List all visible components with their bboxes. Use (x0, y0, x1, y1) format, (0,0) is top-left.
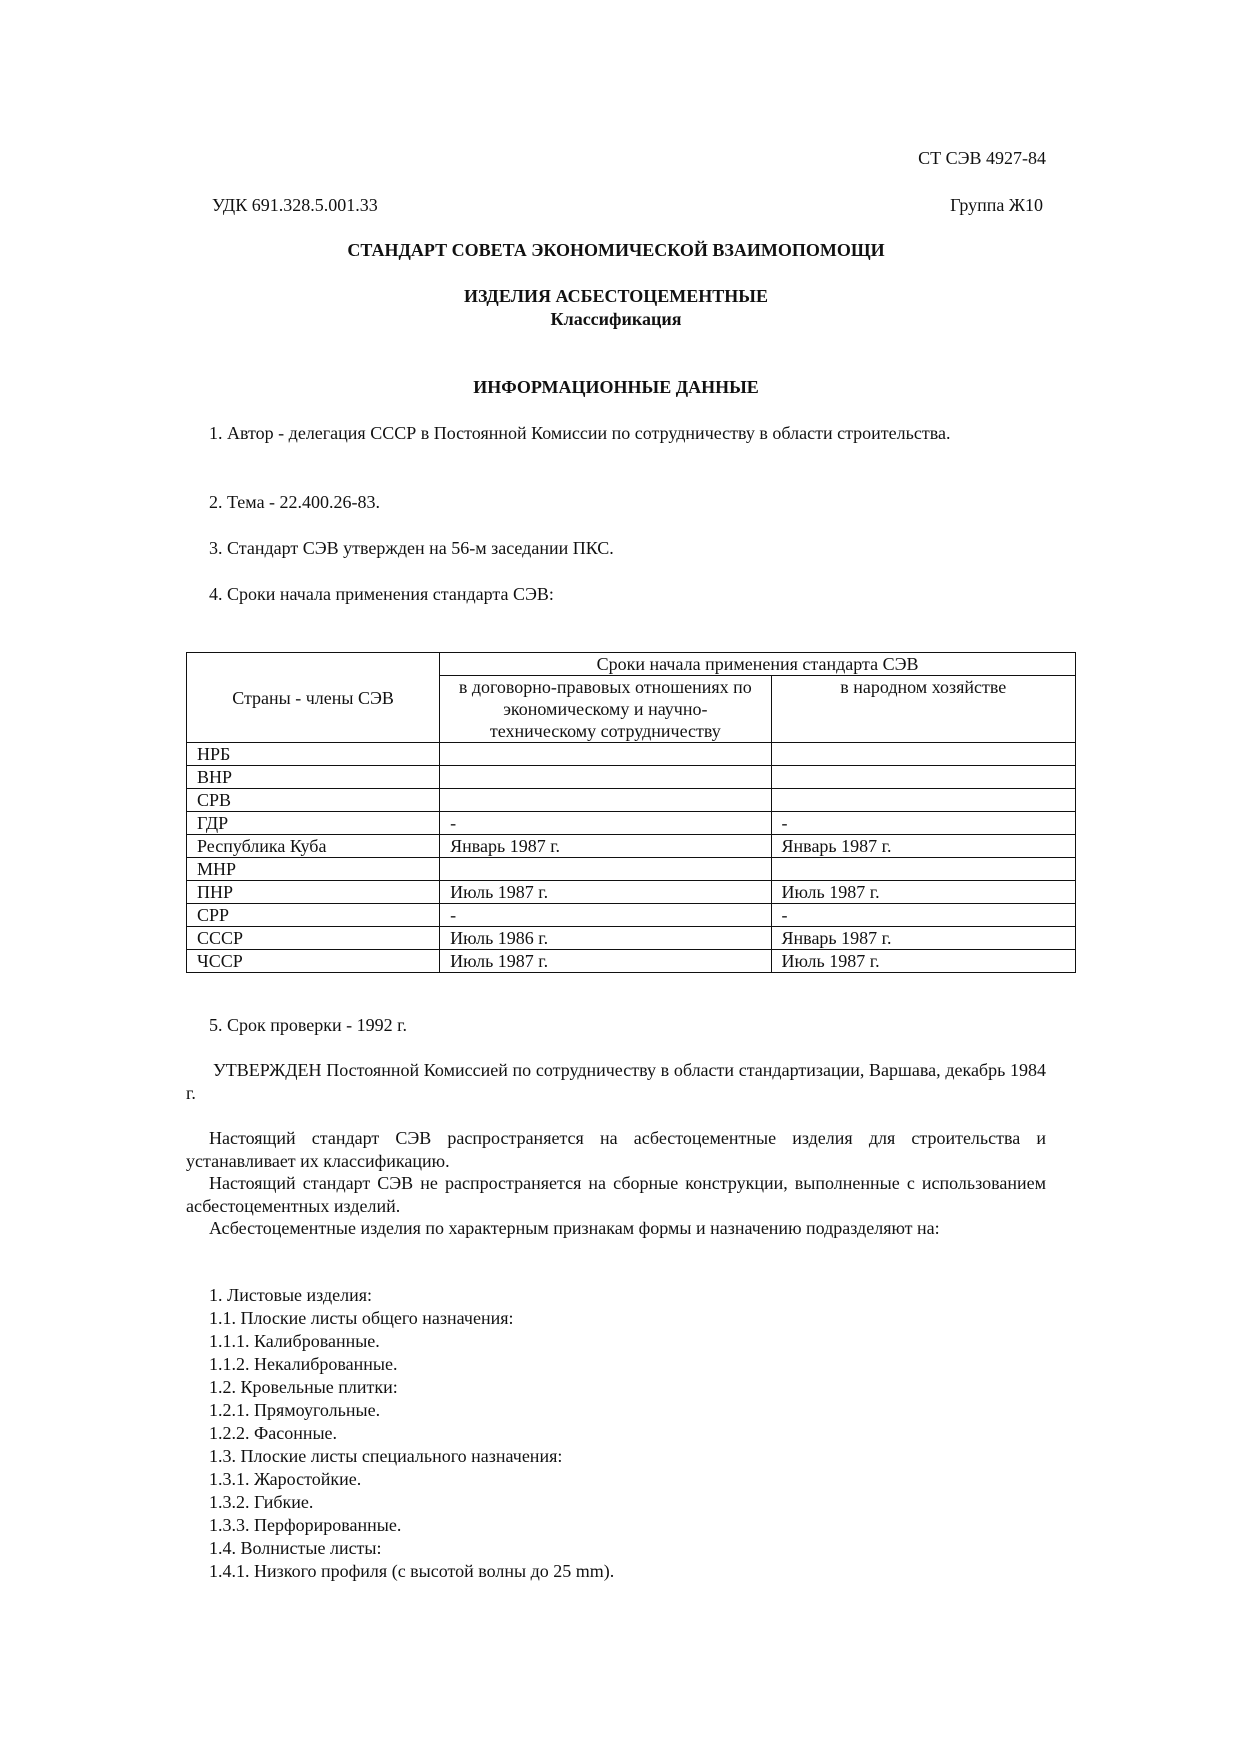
table-row (187, 858, 1076, 881)
info-item-topic: 2. Тема - 22.400.26-83. (209, 492, 381, 512)
approval-statement: УТВЕРЖДЕН Постоянной Комиссией по сотрудничеству в области стандартизации, Варшава, декабрь 1984 г. (186, 1060, 1046, 1103)
info-item-review: 5. Срок проверки - 1992 г. (209, 1015, 407, 1035)
cell-country: ГДР (187, 812, 440, 835)
udk-code: УДК 691.328.5.001.33 (212, 195, 378, 215)
header-countries: Страны - члены СЭВ (187, 653, 440, 743)
cell-economy (771, 743, 1075, 766)
exclusion-paragraph: Настоящий стандарт СЭВ не распространяется на сборные конструкции, выполненные с использованием асбестоцементных изделий. (186, 1173, 1046, 1216)
cell-contract (440, 766, 771, 789)
table-row (187, 881, 1076, 904)
table-row (187, 835, 1076, 858)
cell-economy: - (771, 812, 1075, 835)
list-item: 1.3.2. Гибкие. (209, 1492, 314, 1512)
cell-economy (771, 858, 1075, 881)
list-item: 1.1.2. Некалиброванные. (209, 1354, 398, 1374)
info-item-author: 1. Автор - делегация СССР в Постоянной Комиссии по сотрудничеству в области строительства. (209, 423, 951, 443)
group-code: Группа Ж10 (950, 195, 1043, 215)
cell-economy: Июль 1987 г. (771, 950, 1075, 973)
document-subtitle: Классификация (550, 309, 682, 329)
cell-economy: - (771, 904, 1075, 927)
cell-country: ЧССР (187, 950, 440, 973)
list-item: 1.1. Плоские листы общего назначения: (209, 1308, 514, 1328)
cell-contract: - (440, 904, 771, 927)
list-item: 1.2.1. Прямоугольные. (209, 1400, 381, 1420)
info-item-approval: 3. Стандарт СЭВ утвержден на 56-м заседании ПКС. (209, 538, 614, 558)
subdivision-paragraph: Асбестоцементные изделия по характерным признакам формы и назначению подразделяют на: (209, 1218, 940, 1238)
list-item: 1.3.3. Перфорированные. (209, 1515, 402, 1535)
cell-contract (440, 789, 771, 812)
cell-economy: Январь 1987 г. (771, 835, 1075, 858)
cell-country: СРВ (187, 789, 440, 812)
cell-economy (771, 789, 1075, 812)
cell-contract: Июль 1986 г. (440, 927, 771, 950)
cell-country: МНР (187, 858, 440, 881)
table-row (187, 904, 1076, 927)
council-title: СТАНДАРТ СОВЕТА ЭКОНОМИЧЕСКОЙ ВЗАИМОПОМОЩИ (347, 240, 885, 260)
list-item: 1.2. Кровельные плитки: (209, 1377, 398, 1397)
cell-country: ВНР (187, 766, 440, 789)
cell-economy: Январь 1987 г. (771, 927, 1075, 950)
cell-contract: Январь 1987 г. (440, 835, 771, 858)
list-item: 1.4. Волнистые листы: (209, 1538, 382, 1558)
table-row (187, 950, 1076, 973)
document-title: ИЗДЕЛИЯ АСБЕСТОЦЕМЕНТНЫЕ (464, 286, 768, 306)
application-terms-table (186, 652, 1076, 973)
cell-country: ПНР (187, 881, 440, 904)
cell-contract: Июль 1987 г. (440, 950, 771, 973)
list-item: 1.3. Плоские листы специального назначения: (209, 1446, 563, 1466)
cell-contract (440, 858, 771, 881)
list-item: 1.2.2. Фасонные. (209, 1423, 338, 1443)
header-contract-relations: в договорно-правовых отношениях по экономическому и научно-техническому сотрудничеству (440, 676, 771, 743)
cell-contract (440, 743, 771, 766)
list-item: 1.3.1. Жаростойкие. (209, 1469, 362, 1489)
scope-paragraph: Настоящий стандарт СЭВ распространяется на асбестоцементные изделия для строительства и устанавливает их классификацию. (186, 1128, 1046, 1171)
cell-contract: Июль 1987 г. (440, 881, 771, 904)
cell-country: Республика Куба (187, 835, 440, 858)
cell-contract: - (440, 812, 771, 835)
table-row (187, 743, 1076, 766)
cell-country: НРБ (187, 743, 440, 766)
info-heading: ИНФОРМАЦИОННЫЕ ДАННЫЕ (473, 377, 759, 397)
table-body (187, 743, 1076, 973)
table-row (187, 927, 1076, 950)
list-item: 1.4.1. Низкого профиля (с высотой волны до 25 mm). (209, 1561, 615, 1581)
table-row (187, 812, 1076, 835)
document-number: СТ СЭВ 4927-84 (918, 148, 1046, 168)
cell-economy (771, 766, 1075, 789)
cell-country: СССР (187, 927, 440, 950)
cell-country: СРР (187, 904, 440, 927)
cell-economy: Июль 1987 г. (771, 881, 1075, 904)
table-row (187, 766, 1076, 789)
table-row (187, 789, 1076, 812)
header-application-terms: Сроки начала применения стандарта СЭВ (440, 653, 1076, 676)
list-item: 1. Листовые изделия: (209, 1285, 373, 1305)
header-national-economy: в народном хозяйстве (771, 676, 1075, 743)
table-header-row (187, 653, 1076, 676)
info-item-terms: 4. Сроки начала применения стандарта СЭВ: (209, 584, 554, 604)
list-item: 1.1.1. Калиброванные. (209, 1331, 380, 1351)
